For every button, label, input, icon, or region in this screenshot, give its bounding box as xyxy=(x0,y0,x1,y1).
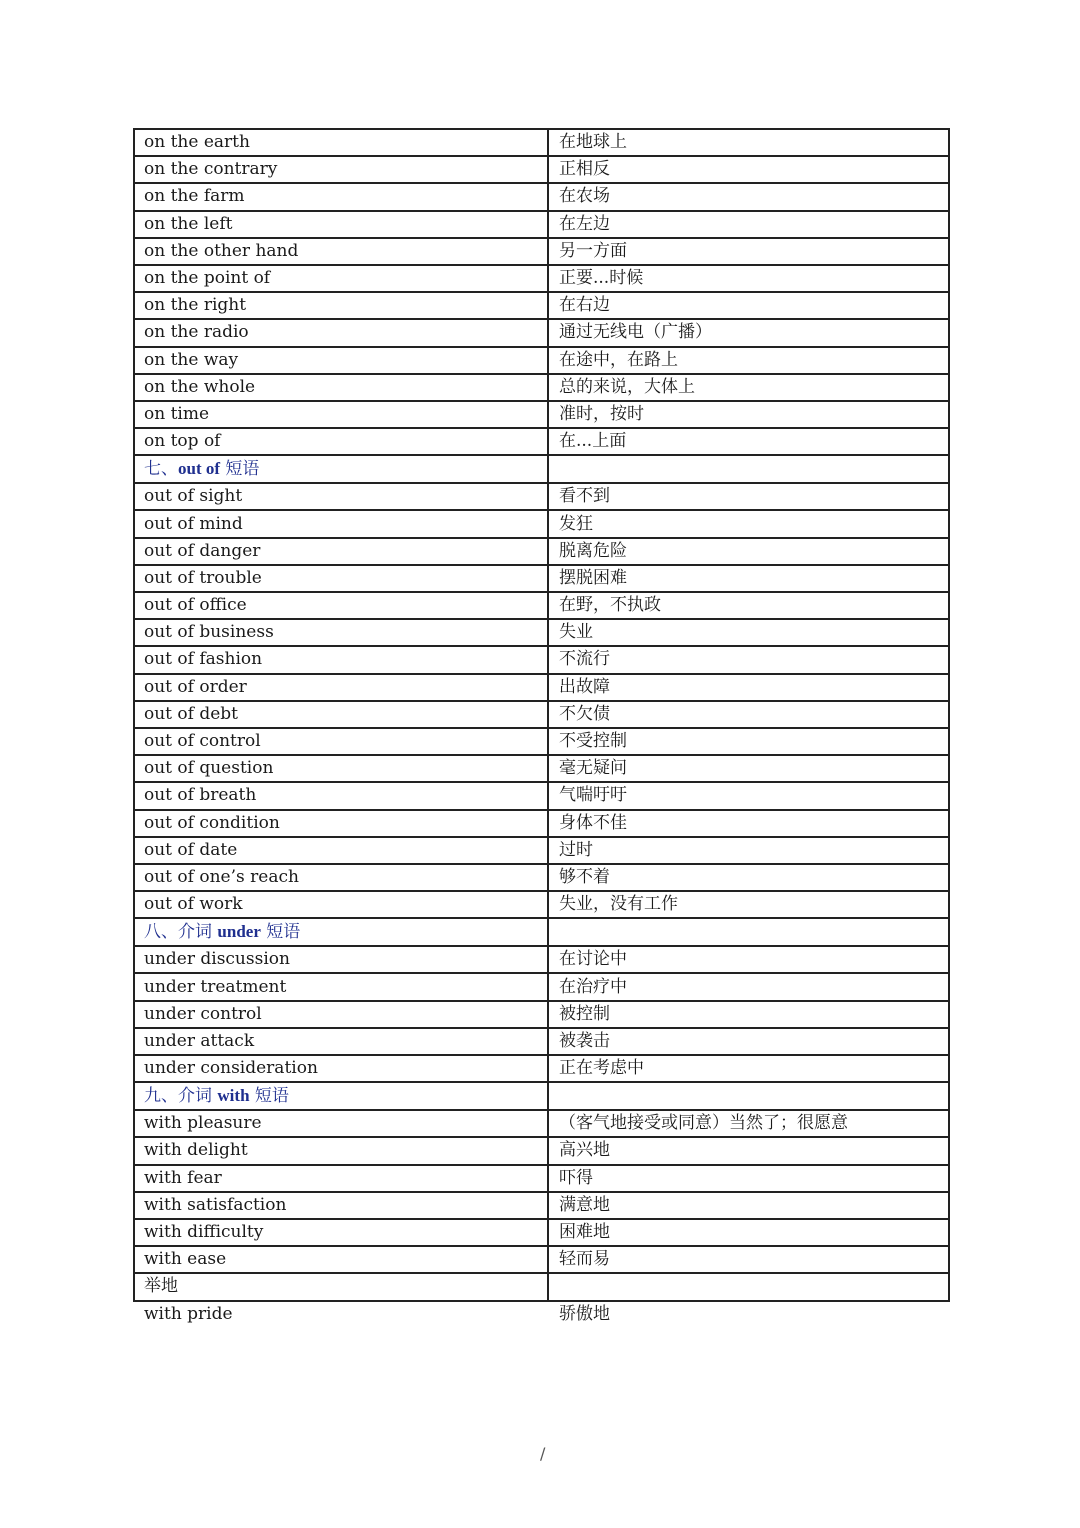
table-row xyxy=(134,728,949,755)
section-keyword: under xyxy=(217,922,261,942)
phrase-chinese: 毫无疑问 xyxy=(548,755,949,782)
phrase-english: out of business xyxy=(134,619,548,646)
phrase-english: on the radio xyxy=(134,319,548,346)
section-keyword: out of xyxy=(178,459,221,479)
phrase-chinese: 在左边 xyxy=(548,211,949,238)
table-row xyxy=(134,238,949,265)
phrase-chinese: 另一方面 xyxy=(548,238,949,265)
section-suffix: 短语 xyxy=(249,1086,289,1107)
table-row xyxy=(134,1028,949,1055)
section-header-row xyxy=(134,918,949,946)
phrase-chinese: 在治疗中 xyxy=(548,973,949,1000)
phrase-chinese: 在讨论中 xyxy=(548,946,949,973)
phrase-chinese: 吓得 xyxy=(548,1165,949,1192)
phrase-chinese: 不欠债 xyxy=(548,701,949,728)
phrase-chinese: 困难地 xyxy=(548,1219,949,1246)
phrase-english: 举地 xyxy=(134,1273,548,1300)
table-row xyxy=(134,592,949,619)
phrase-chinese xyxy=(548,1273,949,1300)
phrase-english: out of work xyxy=(134,891,548,918)
section-number: 七、 xyxy=(144,459,178,480)
phrase-table xyxy=(133,128,950,1302)
table-row xyxy=(134,755,949,782)
phrase-chinese: 准时，按时 xyxy=(548,401,949,428)
table-row xyxy=(134,1055,949,1082)
phrase-english: under consideration xyxy=(134,1055,548,1082)
section-number: 九、介词 xyxy=(144,1086,218,1107)
table-row xyxy=(134,265,949,292)
phrase-chinese xyxy=(548,455,949,483)
phrase-english: out of date xyxy=(134,837,548,864)
phrase-english: with pride xyxy=(144,1304,233,1324)
phrase-chinese: 被袭击 xyxy=(548,1028,949,1055)
phrase-english: out of trouble xyxy=(134,565,548,592)
phrase-english: out of order xyxy=(134,674,548,701)
phrase-chinese: 在地球上 xyxy=(548,129,949,156)
phrase-english: out of office xyxy=(134,592,548,619)
phrase-chinese: 在右边 xyxy=(548,292,949,319)
phrase-english: on top of xyxy=(134,428,548,455)
phrase-chinese: 看不到 xyxy=(548,483,949,510)
phrase-chinese: 被控制 xyxy=(548,1001,949,1028)
phrase-chinese: 正在考虑中 xyxy=(548,1055,949,1082)
section-header xyxy=(134,1082,548,1110)
table-row xyxy=(134,319,949,346)
table-row xyxy=(134,1273,949,1300)
phrase-english: on the other hand xyxy=(134,238,548,265)
phrase-chinese: （客气地接受或同意）当然了；很愿意 xyxy=(548,1110,949,1137)
phrase-english: with ease xyxy=(134,1246,548,1273)
table-row xyxy=(134,1137,949,1164)
phrase-chinese xyxy=(548,918,949,946)
phrase-chinese: 正要...时候 xyxy=(548,265,949,292)
table-row xyxy=(134,864,949,891)
phrase-english: on the contrary xyxy=(134,156,548,183)
table-row xyxy=(134,510,949,537)
phrase-english: with satisfaction xyxy=(134,1192,548,1219)
section-number: 八、介词 xyxy=(144,922,218,943)
table-row xyxy=(134,1165,949,1192)
phrase-english: out of question xyxy=(134,755,548,782)
phrase-chinese: 发狂 xyxy=(548,510,949,537)
page-footer-mark: / xyxy=(540,1444,546,1463)
phrase-chinese: 满意地 xyxy=(548,1192,949,1219)
phrase-chinese: 不受控制 xyxy=(548,728,949,755)
table-row xyxy=(134,782,949,809)
phrase-chinese: 总的来说，大体上 xyxy=(548,374,949,401)
table-row xyxy=(134,619,949,646)
phrase-chinese: 高兴地 xyxy=(548,1137,949,1164)
table-row xyxy=(134,946,949,973)
table-row xyxy=(134,810,949,837)
phrase-chinese xyxy=(548,1082,949,1110)
table-row xyxy=(134,565,949,592)
phrase-chinese: 不流行 xyxy=(548,646,949,673)
table-row xyxy=(134,1219,949,1246)
phrase-english: on the whole xyxy=(134,374,548,401)
section-suffix: 短语 xyxy=(260,922,301,943)
section-header-row xyxy=(134,455,949,483)
table-row xyxy=(134,1001,949,1028)
phrase-english: with fear xyxy=(134,1165,548,1192)
phrase-chinese: 出故障 xyxy=(548,674,949,701)
section-keyword: with xyxy=(217,1086,250,1106)
phrase-chinese: 脱离危险 xyxy=(548,538,949,565)
phrase-english: out of control xyxy=(134,728,548,755)
phrase-chinese: 通过无线电（广播） xyxy=(548,319,949,346)
phrase-english: with delight xyxy=(134,1137,548,1164)
table-row xyxy=(134,156,949,183)
table-row xyxy=(134,292,949,319)
table-row xyxy=(134,891,949,918)
phrase-english: under treatment xyxy=(134,973,548,1000)
table-row xyxy=(134,129,949,156)
phrase-english: with difficulty xyxy=(134,1219,548,1246)
table-row xyxy=(134,374,949,401)
phrase-english: out of fashion xyxy=(134,646,548,673)
phrase-chinese: 轻而易 xyxy=(548,1246,949,1273)
table-row xyxy=(134,837,949,864)
section-header xyxy=(134,455,548,483)
phrase-chinese: 失业，没有工作 xyxy=(548,891,949,918)
phrase-chinese: 摆脱困难 xyxy=(548,565,949,592)
phrase-english: under discussion xyxy=(134,946,548,973)
table-row xyxy=(134,538,949,565)
table-row xyxy=(134,428,949,455)
phrase-english: out of one’s reach xyxy=(134,864,548,891)
trailing-row xyxy=(133,1300,948,1328)
table-row xyxy=(134,674,949,701)
phrase-english: out of danger xyxy=(134,538,548,565)
section-suffix: 短语 xyxy=(220,459,260,480)
phrase-english: on the way xyxy=(134,347,548,374)
table-row xyxy=(134,401,949,428)
phrase-english: out of condition xyxy=(134,810,548,837)
phrase-chinese: 在途中，在路上 xyxy=(548,347,949,374)
phrase-chinese: 气喘吁吁 xyxy=(548,782,949,809)
table-row xyxy=(134,701,949,728)
phrase-english: out of mind xyxy=(134,510,548,537)
table-row xyxy=(134,973,949,1000)
table-row xyxy=(134,1192,949,1219)
table-row xyxy=(134,347,949,374)
phrase-english: under control xyxy=(134,1001,548,1028)
phrase-english: on the earth xyxy=(134,129,548,156)
phrase-english: on the right xyxy=(134,292,548,319)
table-row xyxy=(134,211,949,238)
table-row xyxy=(134,183,949,210)
phrase-chinese: 失业 xyxy=(548,619,949,646)
phrase-table-body xyxy=(134,129,949,1301)
section-header-row xyxy=(134,1082,949,1110)
phrase-english: on the point of xyxy=(134,265,548,292)
phrase-chinese: 在农场 xyxy=(548,183,949,210)
table-row xyxy=(134,1110,949,1137)
phrase-english: on the left xyxy=(134,211,548,238)
table-row xyxy=(134,646,949,673)
phrase-chinese: 够不着 xyxy=(548,864,949,891)
phrase-english: under attack xyxy=(134,1028,548,1055)
phrase-english: on time xyxy=(134,401,548,428)
phrase-chinese: 身体不佳 xyxy=(548,810,949,837)
vocabulary-sheet xyxy=(133,128,948,1324)
phrase-chinese: 在...上面 xyxy=(548,428,949,455)
phrase-chinese: 骄傲地 xyxy=(559,1304,610,1324)
phrase-chinese: 正相反 xyxy=(548,156,949,183)
phrase-english: out of sight xyxy=(134,483,548,510)
phrase-chinese: 过时 xyxy=(548,837,949,864)
phrase-english: on the farm xyxy=(134,183,548,210)
phrase-chinese: 在野，不执政 xyxy=(548,592,949,619)
phrase-english: with pleasure xyxy=(134,1110,548,1137)
section-header xyxy=(134,918,548,946)
table-row xyxy=(134,483,949,510)
phrase-english: out of debt xyxy=(134,701,548,728)
phrase-english: out of breath xyxy=(134,782,548,809)
table-row xyxy=(134,1246,949,1273)
